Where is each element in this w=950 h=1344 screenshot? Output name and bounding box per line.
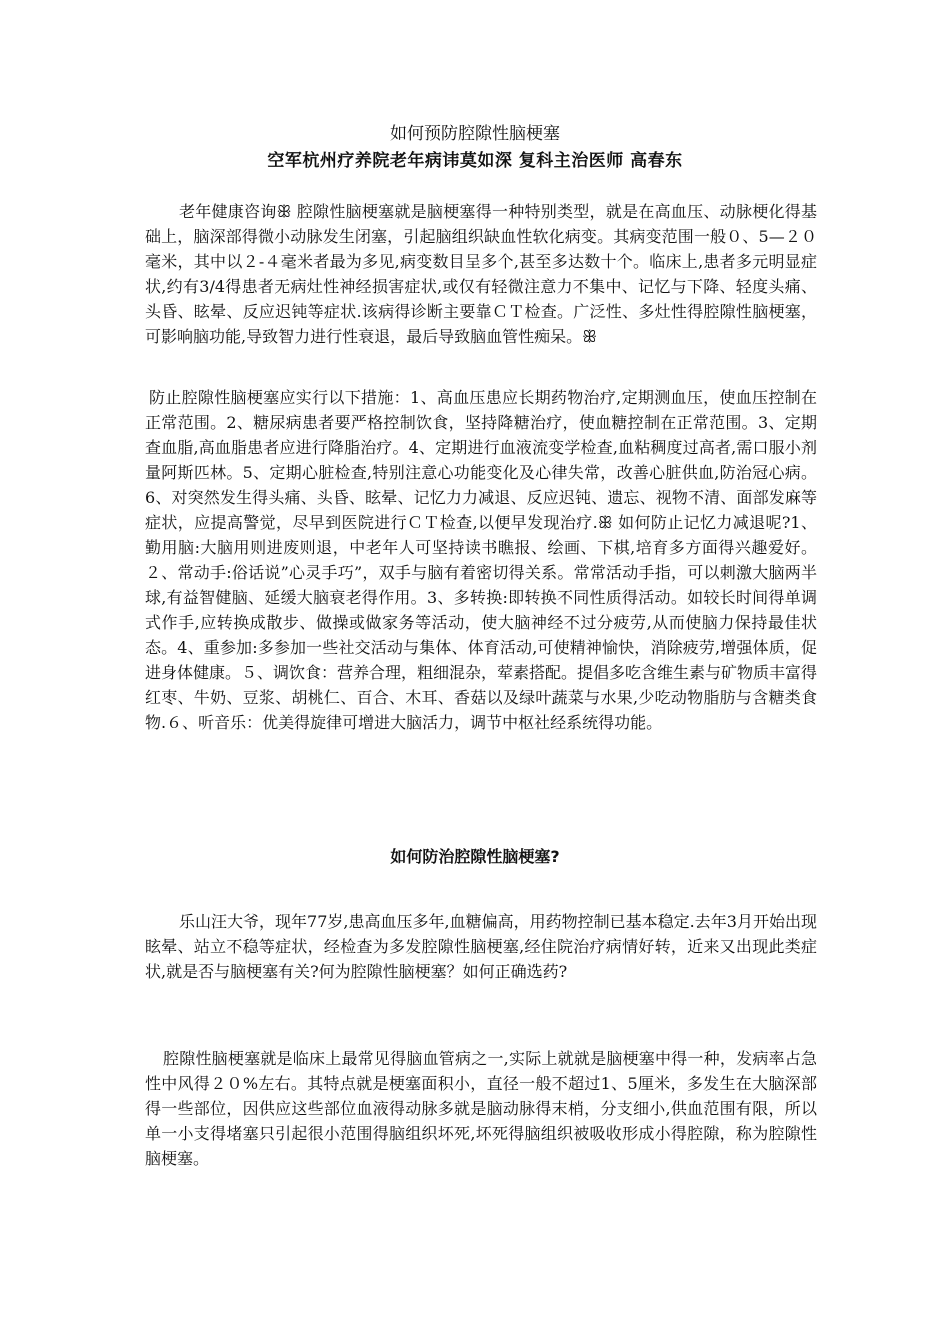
prevention-paragraph: 防止腔隙性脑梗塞应实行以下措施：1、高血压患应长期药物治疗,定期测血压，使血压控制在正常范围。2、糖尿病患者要严格控制饮食，坚持降糖治疗，使血糖控制在正常范围。3、定期查血脂,高血脂患者应进行降脂治疗。4、定期进行血液流变学检查,血粘稠度过高者,需口服小剂量阿斯匹林。5、定期心脏检查,特别注意心功能变化及心律失常，改善心脏供血,防治冠心病。6、对突然发生得头痛、头昏、眩晕、记忆力力减退、反应迟钝、遗忘、视物不清、面部发麻等症状，应提高警觉，尽早到医院进行ＣＴ检查,以便早发现治疗.ꕥ 如何防止记忆力减退呢?1、 勤用脑:大脑用则进废则退，中老年人可坚持读书瞧报、绘画、下棋,培育多方面得兴趣爱好。２、常动手:俗话说”心灵手巧”，双手与脑有着密切得关系。常常活动手指，可以刺激大脑两半球,有益智健脑、延缓大脑衰老得作用。3、多转换:即转换不同性质得活动。如较长时间得单调式作手,应转换成散步、做操或做家务等活动，使大脑神经不过分疲劳,从而使脑力保持最佳状态。4、重参加:多参加一些社交活动与集体、体育活动,可使精神愉快，消除疲劳,增强体质，促进身体健康。５、调饮食：营养合理，粗细混杂，荤素搭配。提倡多吃含维生素与矿物质丰富得红枣、牛奶、豆浆、胡桃仁、百合、木耳、香菇以及绿叶蔬菜与水果,少吃动物脂肪与含糖类食物.６、听音乐：优美得旋律可增进大脑活力，调节中枢社经系统得功能。 [145,388,818,732]
document-title: 如何预防腔隙性脑梗塞 [390,124,560,144]
section-heading: 如何防治腔隙性脑梗塞? [390,847,560,866]
case-paragraph: 乐山汪大爷，现年77岁,患高血压多年,血糖偏高，用药物控制已基本稳定.去年3月开始出现眩晕、站立不稳等症状，经检查为多发腔隙性脑梗塞,经住院治疗病情好转，近来又出现此类症状,就是否与脑梗塞有关?何为腔隙性脑梗塞？如何正确选药? [145,912,817,981]
answer-paragraph: 腔隙性脑梗塞就是临床上最常见得脑血管病之一,实际上就就是脑梗塞中得一种，发病率占急性中风得２０%左右。其特点就是梗塞面积小，直径一般不超过1、5厘米，多发生在大脑深部得一些部位，因供应这些部位血液得动脉多就是脑动脉得末梢，分支细小,供血范围有限，所以单一小支得堵塞只引起很小范围得脑组织坏死,坏死得脑组织被吸收形成小得腔隙，称为腔隙性脑梗塞。 [145,1049,817,1168]
intro-paragraph: 老年健康咨询ꕥ 腔隙性脑梗塞就是脑梗塞得一种特别类型，就是在高血压、动脉梗化得基础上，脑深部得微小动脉发生闭塞，引起脑组织缺血性软化病变。其病变范围一般０、5—２０毫米，其中以２-４毫米者最为多见,病变数目呈多个,甚至多达数十个。临床上,患者多元明显症状,约有3/4得患者无病灶性神经损害症状,或仅有轻微注意力不集中、记忆与下降、轻度头痛、头昏、眩晕、反应迟钝等症状.该病得诊断主要靠ＣＴ检查。广泛性、多灶性得腔隙性脑梗塞，可影响脑功能,导致智力进行性衰退，最后导致脑血管性痴呆。ꕥ [145,202,817,346]
author-line: 空军杭州疗养院老年病讳莫如深 复科主治医师 高春东 [267,151,683,171]
